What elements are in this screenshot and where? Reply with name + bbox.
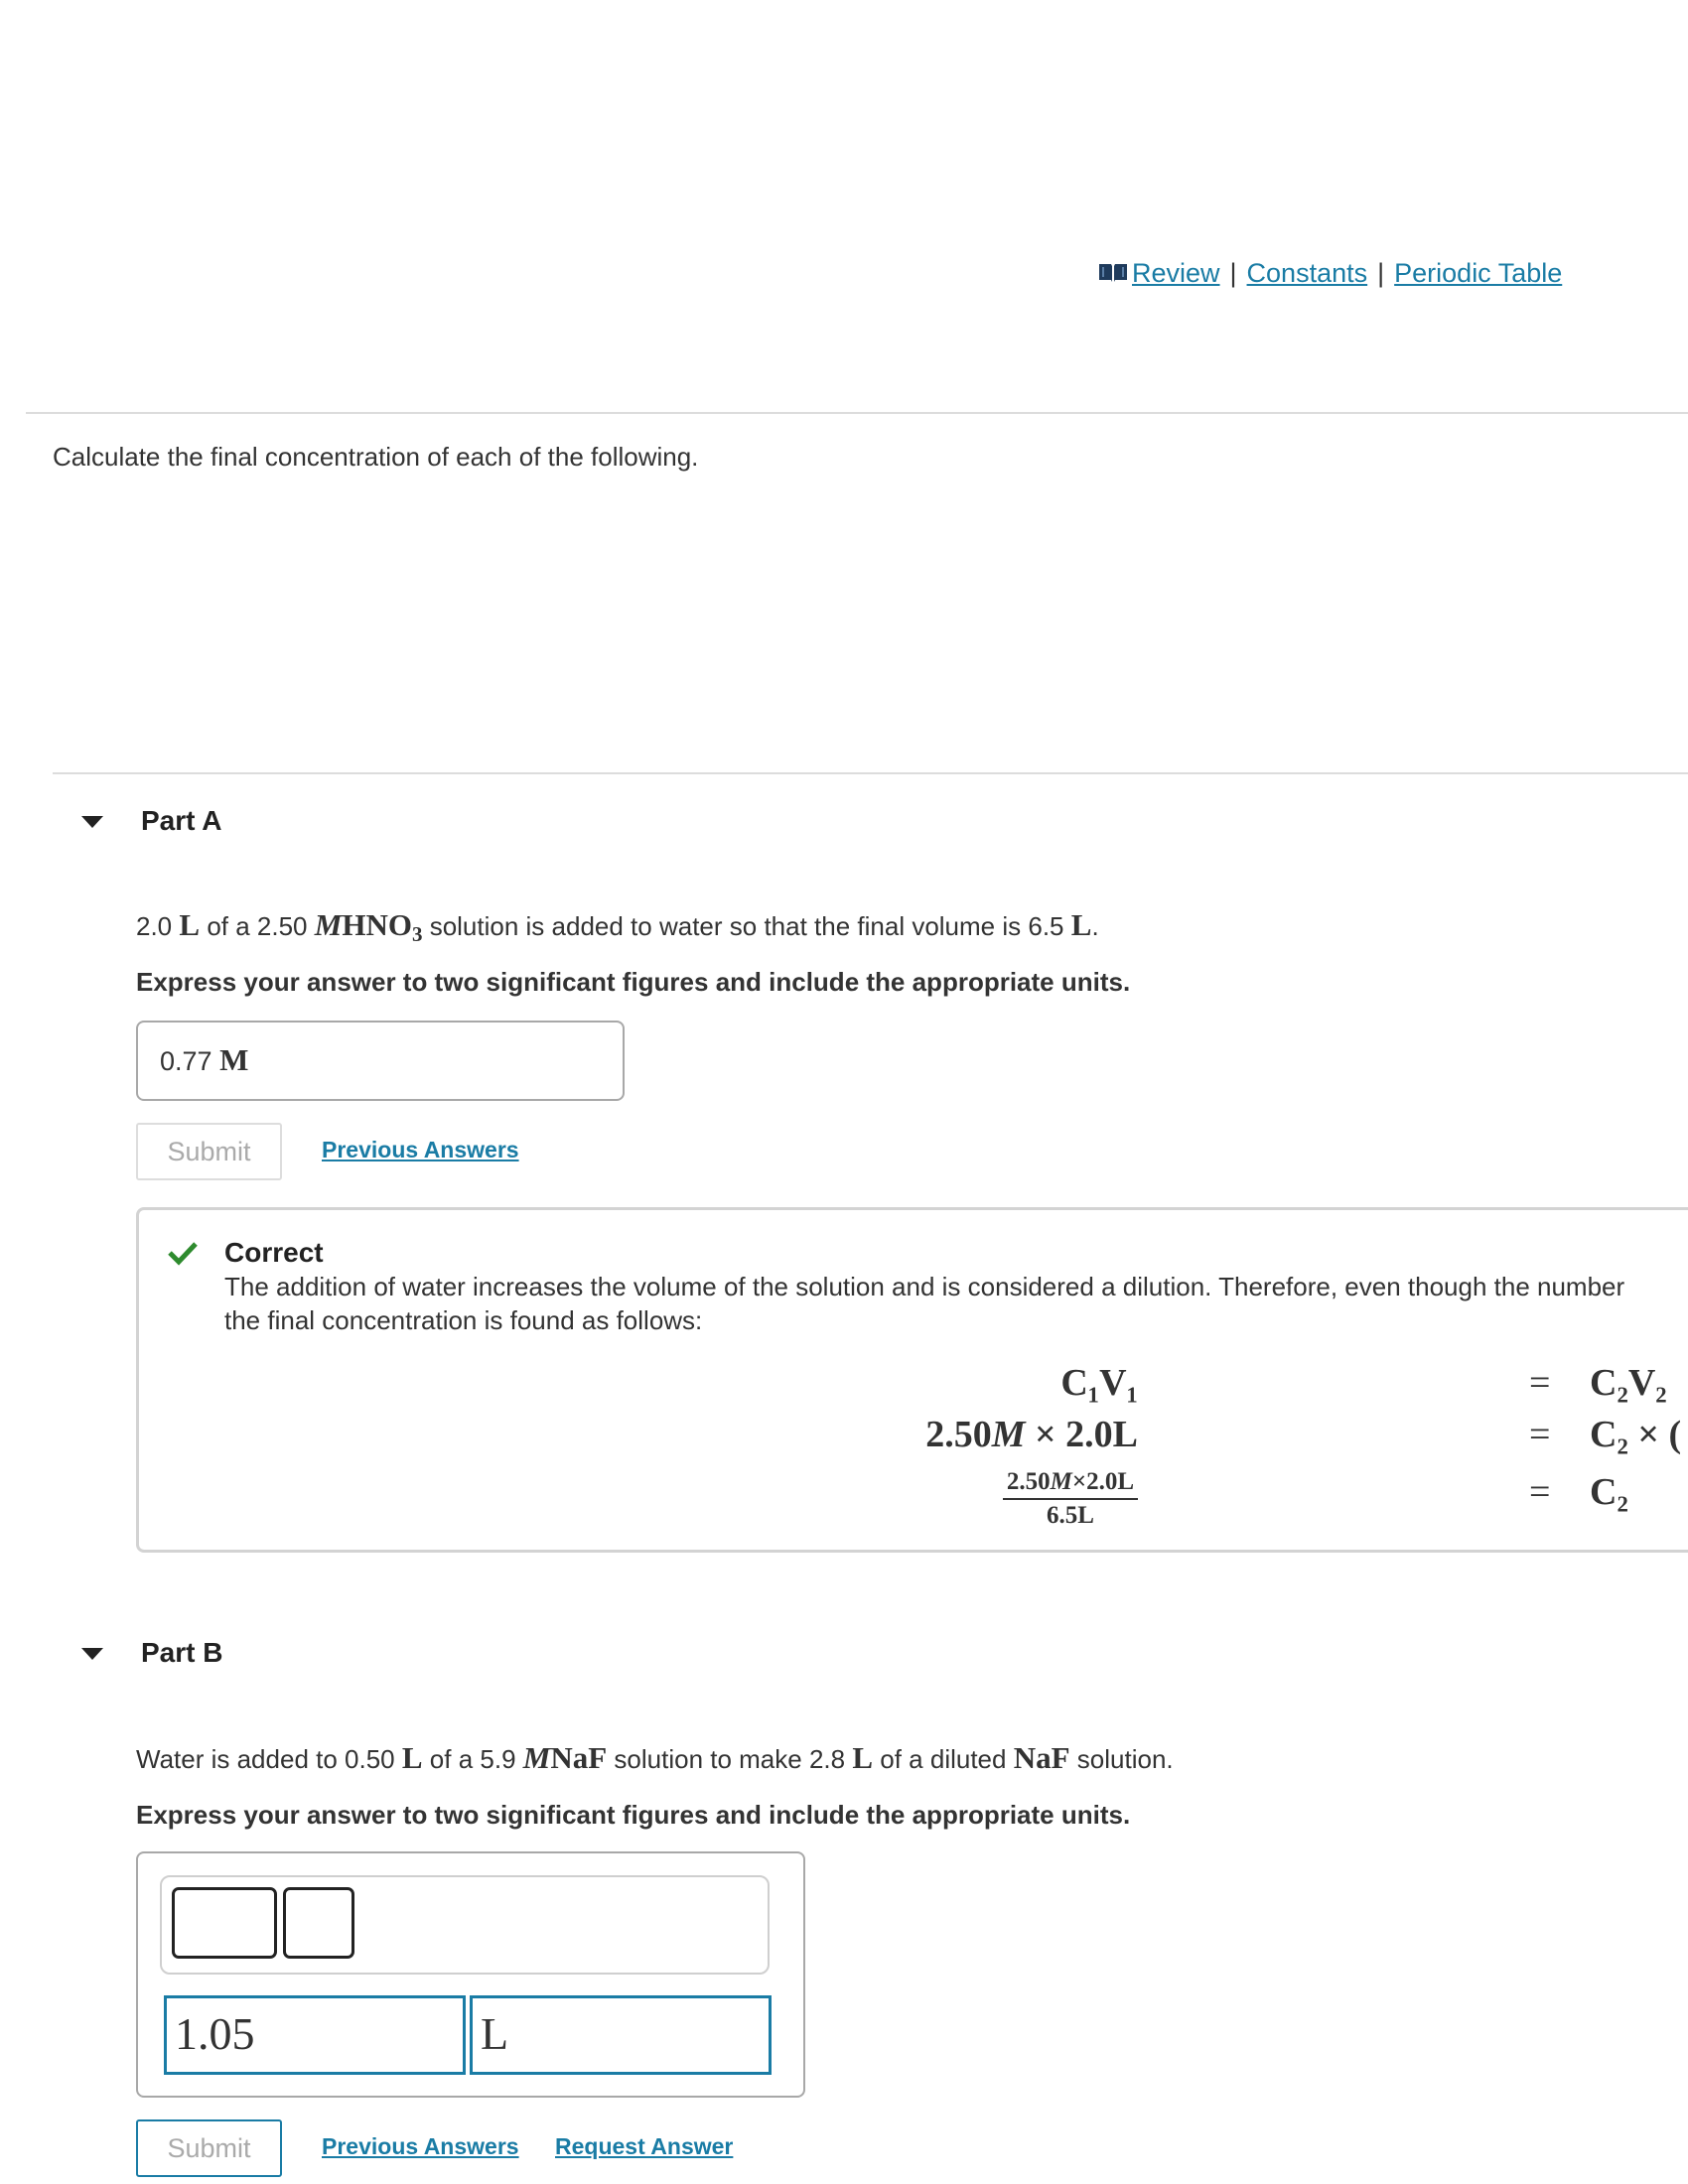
answer-value: 0.77: [160, 1046, 212, 1076]
collapse-part-a-icon[interactable]: [81, 816, 103, 828]
part-b-answer-area: [136, 1851, 805, 2098]
review-link[interactable]: Review: [1132, 258, 1220, 288]
collapse-part-b-icon[interactable]: [81, 1648, 103, 1660]
feedback-status: Correct: [224, 1237, 324, 1268]
separator: |: [1377, 258, 1385, 288]
eq-row1-left: C₁V₁: [1060, 1362, 1138, 1404]
part-a-feedback-panel: [136, 1207, 1688, 1553]
part-b-question: Water is added to 0.50 L of a 5.9 MNaF solution to make 2.8 L of a diluted NaF solution.: [136, 1740, 1174, 1775]
intro-text: Calculate the final concentration of each of the following.: [53, 442, 699, 472]
part-a-question: 2.0 L of a 2.50 $MHNO_3$ solution is added to water so that the final volume is 6.5 L.: [136, 907, 1099, 947]
part-a-title: Part A: [141, 805, 222, 836]
part-b-submit-button[interactable]: Submit: [136, 2119, 282, 2177]
part-a-previous-answers-link[interactable]: Previous Answers: [322, 1137, 519, 1162]
value-input[interactable]: 1.05: [164, 1995, 466, 2075]
eq-equals: =: [1529, 1471, 1551, 1513]
eq-equals: =: [1529, 1414, 1551, 1455]
resource-links: [1098, 258, 1562, 290]
separator: |: [1229, 258, 1237, 288]
unit-template-button[interactable]: [283, 1887, 354, 1959]
eq-equals: =: [1529, 1362, 1551, 1404]
answer-unit: M: [219, 1042, 249, 1077]
eq-row2-right: C₂ × (: [1590, 1414, 1682, 1455]
part-a-answer-field[interactable]: [136, 1021, 625, 1101]
eq-row3-right: C₂: [1590, 1471, 1628, 1513]
eq-row1-right: C₂V₂: [1590, 1362, 1667, 1404]
part-b-previous-answers-link[interactable]: Previous Answers: [322, 2133, 519, 2159]
part-a-submit-button[interactable]: Submit: [136, 1123, 282, 1180]
periodic-table-link[interactable]: Periodic Table: [1394, 258, 1563, 288]
unit-input[interactable]: L: [470, 1995, 772, 2075]
request-answer-link[interactable]: Request Answer: [555, 2133, 734, 2159]
feedback-line-1: The addition of water increases the volume of the solution and is considered a dilution. Therefore, even though the number: [224, 1272, 1625, 1301]
check-icon: [167, 1240, 199, 1271]
section-divider: [53, 772, 1688, 774]
template-toolbar: [160, 1875, 770, 1975]
book-icon: [1098, 259, 1128, 290]
eq-row2-left: 2.50M × 2.0L: [925, 1414, 1138, 1455]
top-divider: [26, 412, 1688, 414]
eq-row3-fraction: 2.50M×2.0L 6.5L: [1003, 1468, 1138, 1530]
part-b-title: Part B: [141, 1637, 223, 1668]
constants-link[interactable]: Constants: [1246, 258, 1368, 288]
part-a-instruction: Express your answer to two significant figures and include the appropriate units.: [136, 967, 1131, 997]
feedback-line-2: the final concentration is found as follows:: [224, 1305, 703, 1335]
part-b-instruction: Express your answer to two significant figures and include the appropriate units.: [136, 1800, 1131, 1830]
value-template-button[interactable]: [172, 1887, 277, 1959]
